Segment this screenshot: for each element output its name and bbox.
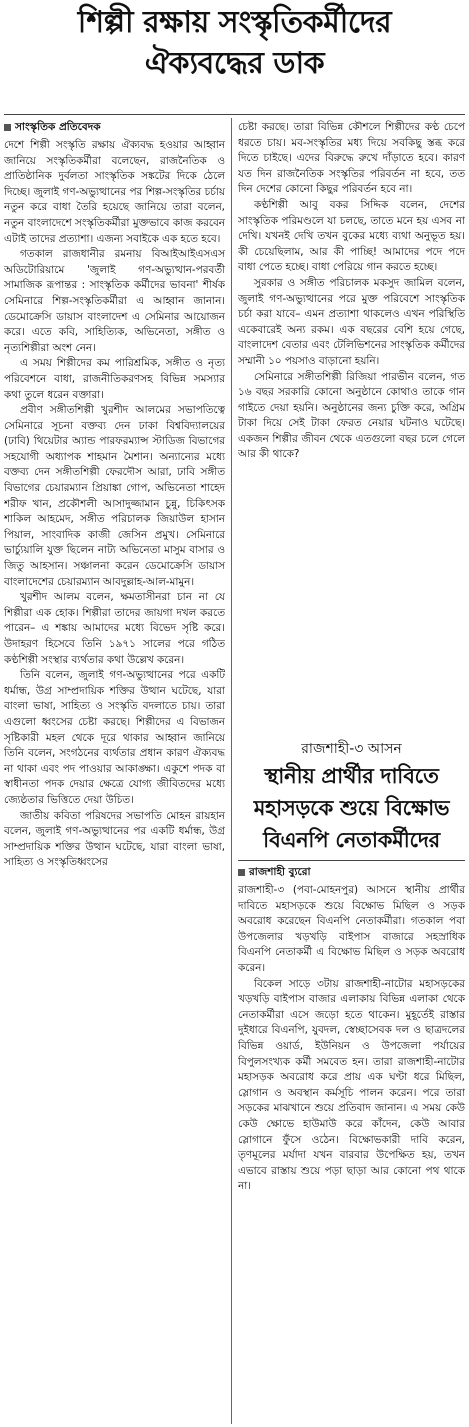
article-paragraph: এ সময় শিল্পীদের কম পারিশ্রমিক, সঙ্গীত ও নৃত্য পরিবেশনে বাধা, রাজনীতিকরণসহ বিভিন্ন সমস্যার কথা তুলে ধরেন বক্তারা। [4,357,225,401]
article-paragraph: রাজশাহী-৩ (পবা-মোহনপুর) আসনে স্থানীয় প্রার্থীর দাবিতে মহাসড়কে শুয়ে বিক্ষোভ মিছিল ও সড়ক অবরোধ করেছেন বিএনপি নেতাকর্মীরা। গতকাল পবা উপজেলার খড়খড়ি বাইপাস বাজারে সহস্রাধিক বিএনপি নেতাকর্মী এ বিক্ষোভ মিছিল ও সড়ক অবরোধ করেন। [238,884,465,974]
second-byline [238,865,465,879]
main-headline [4,2,465,84]
byline-square-icon [238,869,245,876]
main-headline-line1: শিল্পী রক্ষায় সংস্কৃতিকর্মীদের [77,5,392,40]
byline-square-icon [4,124,11,131]
article-paragraph: কণ্ঠশিল্পী আবু বকর সিদ্দিক বলেন, দেশের সাংস্কৃতিক পরিমণ্ডলে যা চলছে, তাতে মনে হয় এসব না দেখি। যখনই দেখি তখন বুকের মধ্যে ব্যথা অনুভূত হয়। কী চেয়েছিলাম, আর কী পাচ্ছি! আমাদের পদে পদে বাধা পেতে হচ্ছে। বাধা পেরিয়ে গান করতে হচ্ছে। [238,198,465,274]
article-paragraph: চেষ্টা করছে। তারা বিভিন্ন কৌশলে শিল্পীদের কণ্ঠ চেপে ধরতে চায়। মব-সংস্কৃতির মধ্য দিয়ে সবকিছু স্তব্ধ করে দিতে চাইছে। এদের বিরুদ্ধে রুখে দাঁড়াতে হবে। কারণ যত দিন রাজনৈতিক সংস্কৃতির পরিবর্তন না হবে, তত দিন দেশের কোনো কিছুর পরিবর্তন হবে না। [238,121,465,196]
right-column-continuation [238,120,465,730]
article-paragraph: বিকেল সাড়ে ৩টায় রাজশাহী-নাটোর মহাসড়কের খড়খড়ি বাইপাস বাজার এলাকায় বিভিন্ন এলাকা থেকে নেতাকর্মীরা এসে জড়ো হতে থাকেন। মুহূর্তেই রাস্তার দুইধারে বিএনপি, যুবদল, স্বেচ্ছাসেবক দল ও ছাত্রদলের বিভিন্ন ওয়ার্ড, ইউনিয়ন ও উপজেলা পর্যায়ের বিপুলসংখ্যক কর্মী সমবেত হন। তারা রাজশাহী-নাটোর মহাসড়ক অবরোধ করে প্রায় এক ঘণ্টা ধরে মিছিল, স্লোগান ও অবস্থান কর্মসূচি পালন করেন। পরে তারা সড়কের মাঝখানে শুয়ে প্রতিবাদ জানান। এ সময় কেউ কেউ ক্ষোভে হাউমাউ করে কাঁদেন, কেউ আবার স্লোগানে ফুঁসে ওঠেন। বিক্ষোভকারী দাবি করেন, তৃণমূলের মর্যাদা যখন বারবার উপেক্ষিত হয়, তখন এভাবে রাস্তায় শুয়ে পড়া ছাড়া আর কোনো পথ থাকে না। [238,977,465,1193]
left-column [4,120,225,1425]
headline-divider [4,114,465,115]
second-article [238,732,465,1424]
column-divider [231,118,232,1424]
second-headline-line2: মহাসড়কে শুয়ে বিক্ষোভ [253,796,450,820]
article-paragraph: সুরকার ও সঙ্গীত পরিচালক মকসুদ জামিল বলেন, জুলাই গণ-অভ্যুত্থানের পরে মুক্ত পরিবেশে সাংস্কৃতিক চর্চা করা যাবে– এমন প্রত্যাশা থাকলেও এখন পরিস্থিতি একেবারেই অন্য রকম। এক বছরের বেশি হয়ে গেছে, বাংলাদেশ বেতার এবং টেলিভিশনের সাংস্কৃতিক কর্মীদের সম্মানী ১০ পয়সাও বাড়ানো হয়নি। [238,276,465,367]
article-paragraph: তিনি বলেন, জুলাই গণ-অভ্যুত্থানের পরে একটি ধর্মান্ধ, উগ্র সাম্প্রদায়িক শক্তির উত্থান ঘটেছে, যারা বাংলা ভাষা, সাহিত্য ও সংস্কৃতি বদলাতে চায়। তারা এগুলো ধ্বংসের চেষ্টা করছে। শিল্পীদের এ বিভাজন সৃষ্টিকারী মহল থেকে দূরে থাকার আহ্বান জানিয়ে তিনি বলেন, সংগঠনের ব্যর্থতার প্রধান কারণ ঐক্যবদ্ধ না থাকা এবং পদ পাওয়ার আকাঙ্ক্ষা। একুশে পদক বা স্বাধীনতা পদক দেয়ার ক্ষেত্রে যোগ্য জীবিতদের মধ্যে জ্যেষ্ঠতার ভিত্তিতে দেয়া উচিত। [4,669,225,806]
second-headline-line1: স্থানীয় প্রার্থীর দাবিতে [264,764,439,788]
second-article-divider [238,856,465,861]
main-headline-line2: ঐক্যবদ্ধের ডাক [144,46,325,81]
article-paragraph: সেমিনারে সঙ্গীতশিল্পী রিজিয়া পারভীন বলেন, গত ১৬ বছর সরকারি কোনো অনুষ্ঠানে কোথাও তাকে গান গাইতে দেয়া হয়নি। অনুষ্ঠানের জন্য চুক্তি করে, অগ্রিম টাকা দিয়ে সেই টাকা ফেরত নেয়ার ঘটনাও ঘটেছে। একজন শিল্পীর জীবন থেকে এতগুলো বছর চলে গেলে আর কী থাকে? [238,370,465,461]
article-paragraph: খুরশীদ আলম বলেন, ক্ষমতাসীনরা চান না যে শিল্পীরা এক হোক। শিল্পীরা তাদের জায়গা দখল করতে পারেন– এ শঙ্কায় আমাদের মধ্যে বিভেদ সৃষ্টি করে। উদাহরণ হিসেবে তিনি ১৯৭১ সালের পরে গঠিত কণ্ঠশিল্পী সংস্থার ব্যর্থতার কথা উল্লেখ করেন। [4,591,225,666]
second-byline-text: রাজশাহী ব্যুরো [249,866,311,878]
article-paragraph: প্রবীণ সঙ্গীতশিল্পী খুরশীদ আলমের সভাপতিত্বে সেমিনারে সূচনা বক্তব্য দেন ঢাকা বিশ্ববিদ্যালয়ের (ঢাবি) থিয়েটার অ্যান্ড পারফরম্যান্স স্টাডিজ বিভাগের সহযোগী অধ্যাপক শাহমান মৈশান। অন্যান্যের মধ্যে বক্তব্য দেন সঙ্গীতশিল্পী ফেরদৌস আরা, ঢাবি সঙ্গীত বিভাগের চেয়ারম্যান প্রিয়াঙ্কা গোপ, অভিনেতা শাহেদ শরীফ খান, প্রকৌশলী আসাদুজ্জামান চুন্নু, চিকিৎসক শাকিল আহমেদ, সঙ্গীত পরিচালক জিয়াউল হাসান পিয়াল, সাংবাদিক কাজী জেসিন প্রমুখ। সেমিনারে ভার্চ্যুয়ালি যুক্ত ছিলেন নাট্য অভিনেতা মাসুম বাসার ও জিতু আহসান। সঞ্চালনা করেন ডেমোক্রেসি ডায়াস বাংলাদেশের চেয়ারম্যান আবদুল্লাহ-আল-মামুন। [4,404,225,588]
main-byline-text: সাংস্কৃতিক প্রতিবেদক [15,121,101,133]
second-headline-line3: বিএনপি নেতাকর্মীদের [263,828,440,852]
article-paragraph: গতকাল রাজধানীর রমনায় বিআইআইএসএস অডিটোরিয়ামে 'জুলাই গণ-অভ্যুত্থান-পরবর্তী সামাজিক রূপান্তর : সাংস্কৃতিক কর্মীদের ভাবনা' শীর্ষক সেমিনারে শিল্প-সংস্কৃতিকর্মীরা এ আহ্বান জানান। ডেমোক্রেসি ডায়াস বাংলাদেশ এ সেমিনার আয়োজন করে। এতে কবি, সাহিত্যিক, অভিনেতা, সঙ্গীত ও নৃত্যশিল্পীরা অংশ নেন। [4,248,225,354]
article-paragraph: দেশে শিল্পী সংস্কৃতি রক্ষায় ঐক্যবদ্ধ হওয়ার আহ্বান জানিয়ে সংস্কৃতিকর্মীরা বলেছেন, রাজনৈতিক ও প্রাতিষ্ঠানিক দুর্বলতা সাংস্কৃতিক সঙ্কটের দিকে ঠেলে দিচ্ছে। জুলাই গণ-অভ্যুত্থানের পর শিল্প-সংস্কৃতির চর্চায় নতুন করে বাধা তৈরি হয়েছে জানিয়ে তারা বলেন, নতুন বাংলাদেশে সংস্কৃতিকর্মীরা মুক্তভাবে কাজ করবেন এটাই তাদের প্রত্যাশা। এজন্য সবাইকে এক হতে হবে। [4,139,225,245]
article-paragraph: জাতীয় কবিতা পরিষদের সভাপতি মোহন রায়হান বলেন, জুলাই গণ-অভ্যুত্থানের পর একটি ধর্মান্ধ, উগ্র সাম্প্রদায়িক শক্তির উত্থান ঘটেছে, যারা বাংলা ভাষা, সাহিত্য ও সংস্কৃতিধ্বংসের [4,809,225,869]
main-byline [4,120,225,134]
second-article-kicker: রাজশাহী-৩ আসন [301,741,402,757]
